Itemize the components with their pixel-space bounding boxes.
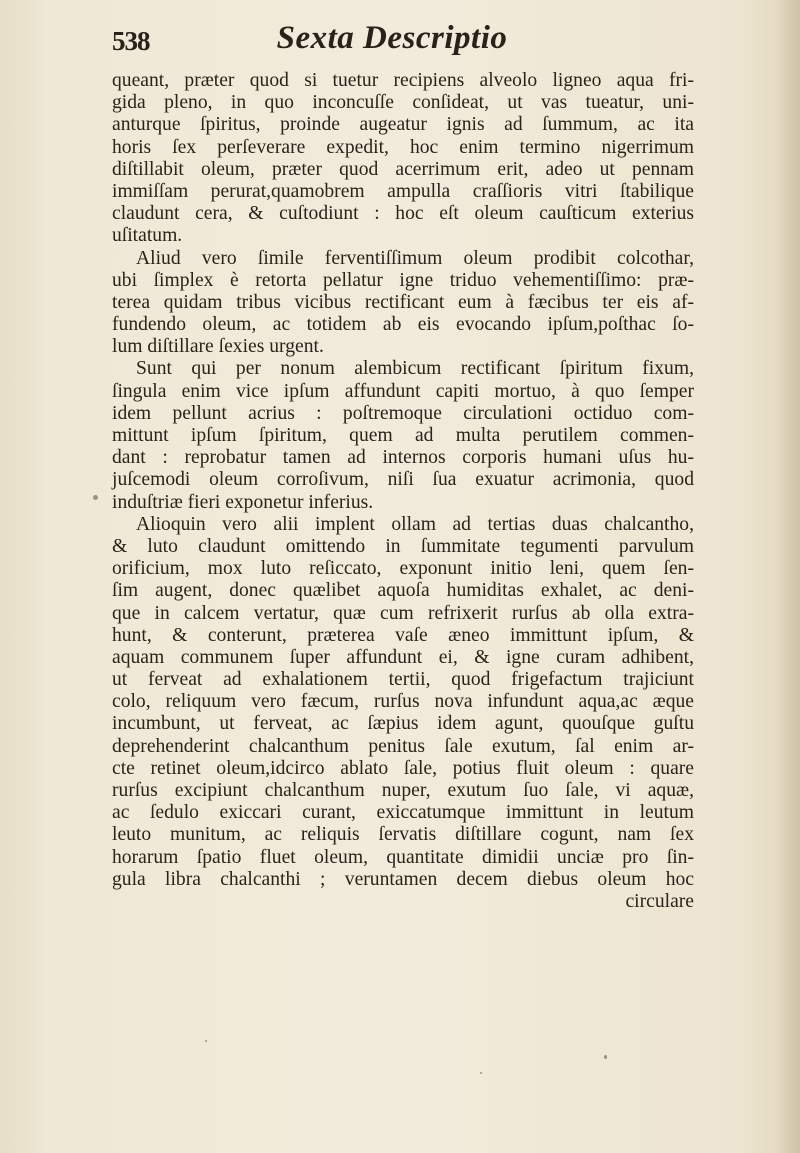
catchword: circulare bbox=[625, 890, 694, 912]
text-line: ſingula enim vice ipſum affundunt capiti mortuo, à quo ſemper bbox=[112, 380, 694, 402]
paragraph-start: Sunt qui per nonum alembicum rectificant ſpiritum fixum, bbox=[136, 358, 694, 380]
running-head: Sexta Descriptio bbox=[276, 20, 508, 56]
text-line: horarum ſpatio fluet oleum, quantitate dimidii unciæ pro ſin- bbox=[112, 846, 694, 868]
text-line: terea quidam tribus vicibus rectificant eum à fæcibus ter eis af- bbox=[112, 291, 694, 313]
text-line: que in calcem vertatur, quæ cum refrixerit rurſus ab olla extra- bbox=[112, 602, 694, 624]
text-line: queant, præter quod si tuetur recipiens alveolo ligneo aqua fri- bbox=[112, 70, 694, 91]
text-line: juſcemodi oleum corroſivum, niſi ſua exuatur acrimonia, quod bbox=[112, 469, 694, 491]
page-number: 538 bbox=[112, 26, 150, 56]
text-line: mittunt ipſum ſpiritum, quem ad multa perutilem commen- bbox=[112, 425, 694, 446]
paragraph-start: Alioquin vero alii implent ollam ad tertias duas chalcantho, bbox=[136, 513, 694, 535]
text-line: ubi ſimplex è retorta pellatur igne triduo vehementiſſimo: præ- bbox=[112, 269, 694, 291]
paragraph-start: Aliud vero ſimile ferventiſſimum oleum prodibit colcothar, bbox=[136, 247, 694, 269]
text-line: claudunt cera, & cuſtodiunt : hoc eſt oleum cauſticum exterius bbox=[112, 203, 694, 225]
text-line: immiſſam perurat,quamobrem ampulla craſſioris vitri ſtabilique bbox=[112, 180, 694, 202]
text-line: induſtriæ fieri exponetur inferius. bbox=[112, 491, 374, 513]
text-line: ſim augent, donec quælibet aquoſa humiditas exhalet, ac deni- bbox=[112, 580, 694, 602]
text-line: deprehenderint chalcanthum penitus ſale exutum, ſal enim ar- bbox=[112, 735, 694, 757]
text-line: rurſus excipiunt chalcanthum nuper, exutum ſuo ſale, vi aquæ, bbox=[112, 780, 694, 801]
text-line: ac ſedulo exiccari curant, exiccatumque immittunt in leutum bbox=[112, 802, 694, 824]
text-line: hunt, & conterunt, præterea vaſe æneo immittunt ipſum, & bbox=[112, 624, 694, 646]
text-line: gula libra chalcanthi ; veruntamen decem diebus oleum hoc bbox=[112, 868, 694, 890]
text-line: incumbunt, ut ferveat, ac ſæpius idem agunt, quouſque guſtu bbox=[112, 713, 694, 735]
text-line: uſitatum. bbox=[112, 225, 183, 247]
text-line: horis ſex perſeverare expedit, hoc enim termino nigerrimum bbox=[112, 136, 694, 158]
text-line: orificium, mox luto reſiccato, exponunt initio leni, quem ſen- bbox=[112, 558, 694, 580]
text-line: lum diſtillare ſexies urgent. bbox=[112, 336, 324, 358]
text-line: ut ferveat ad exhalationem tertii, quod frigefactum trajiciunt bbox=[112, 669, 694, 691]
text-line: & luto claudunt omittendo in ſummitate tegumenti parvulum bbox=[112, 535, 694, 557]
text-line: aquam communem ſuper affundunt ei, & igne curam adhibent, bbox=[112, 646, 694, 668]
text-line: diſtillabit oleum, præter quod acerrimum erit, adeo ut pennam bbox=[112, 158, 694, 180]
page-edge-shadow bbox=[774, 0, 800, 1153]
text-line: dant : reprobatur tamen ad internos corporis humani uſus hu- bbox=[112, 447, 694, 469]
body-text bbox=[112, 70, 694, 913]
text-line: anturque ſpiritus, proinde augeatur ignis ad ſummum, ac ita bbox=[112, 114, 694, 136]
text-line: idem pellunt acrius : poſtremoque circulationi octiduo com- bbox=[112, 402, 694, 424]
text-line: leuto munitum, ac reliquis ſervatis diſtillare cogunt, nam ſex bbox=[112, 824, 694, 846]
text-line: colo, reliquum vero fæcum, rurſus nova infundunt aqua,ac æque bbox=[112, 691, 694, 713]
text-line: gida pleno, in quo inconcuſſe conſideat, ut vas tueatur, uni- bbox=[112, 92, 694, 114]
text-line: cte retinet oleum,idcirco ablato ſale, potius fluit oleum : quare bbox=[112, 757, 694, 779]
page-header bbox=[112, 18, 672, 64]
text-line: fundendo oleum, ac totidem ab eis evocando ipſum,poſthac ſo- bbox=[112, 314, 694, 336]
